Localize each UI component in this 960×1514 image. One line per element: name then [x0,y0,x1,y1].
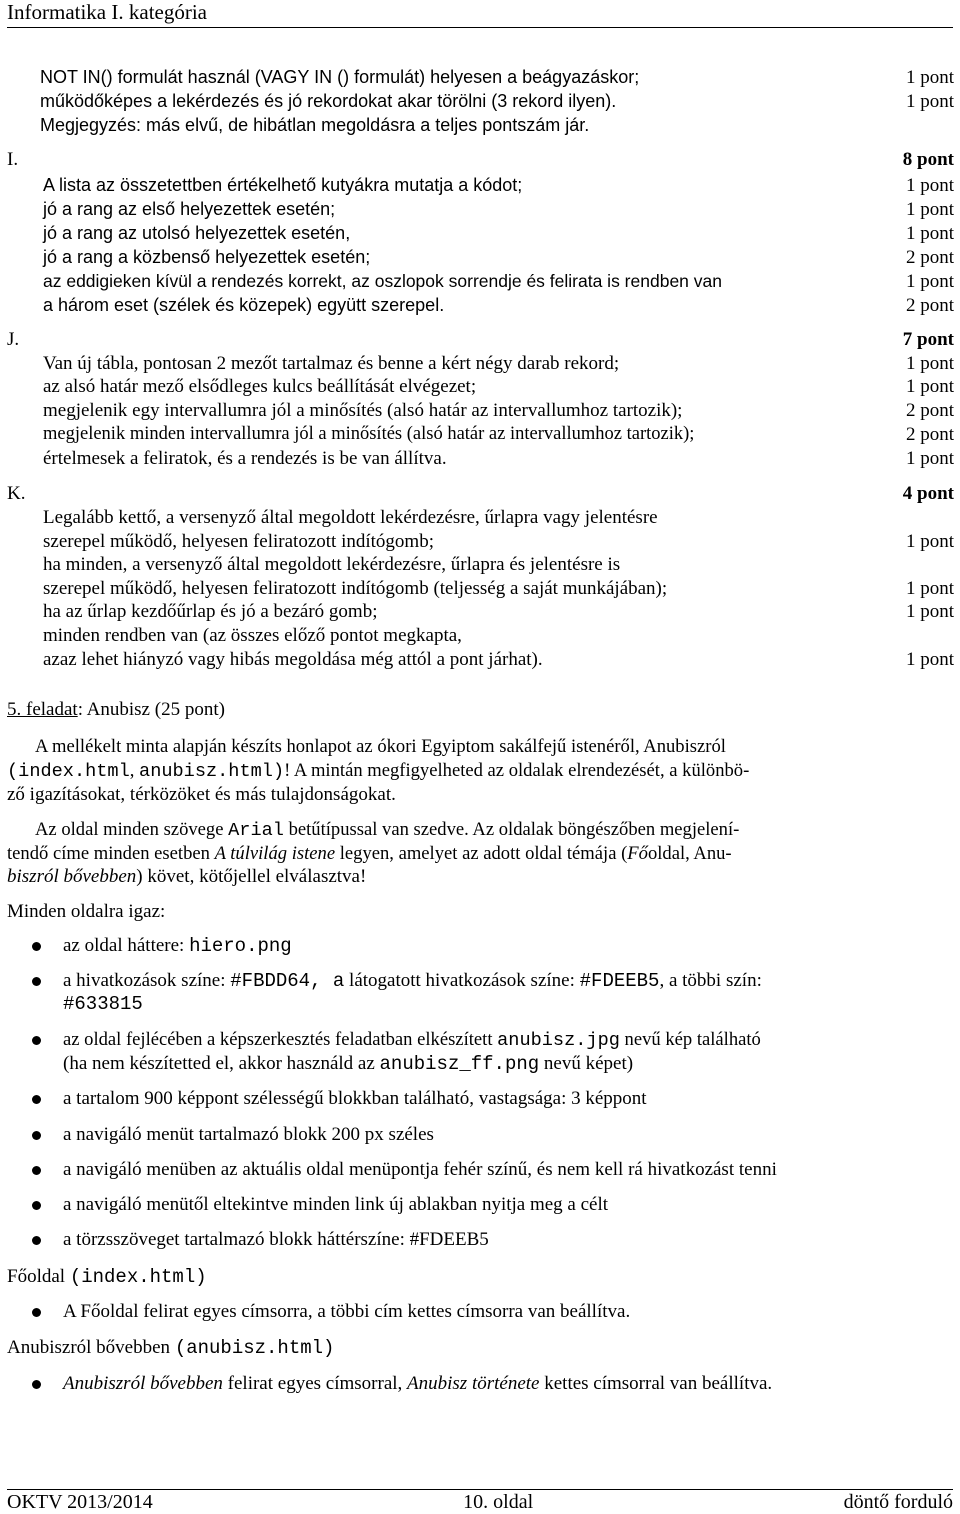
every-page-heading: Minden oldalra igaz: [7,901,166,922]
j-row-3-points: 2 pont [905,400,954,421]
k-row-2-points: 1 pont [905,531,954,552]
main-page-label: Főoldal [7,1266,70,1287]
h-row-2: működőképes a lekérdezés és jó rekordokat akar törölni (3 rekord ilyen). [40,91,617,111]
h-row-3: Megjegyzés: más elvű, de hibátlan megoldásra a teljes pontszám jár. [40,115,590,135]
p2-a1: Az oldal minden szövege [35,819,229,840]
k-row-5-points: 1 pont [905,601,954,622]
i-row-1-points: 1 pont [905,175,954,196]
bullet-dot [32,1308,41,1317]
j-row-5-points: 1 pont [905,448,954,469]
bullet-body-bg: a törzsszöveget tartalmazó blokk háttérszíne: #FDEEB5 [63,1229,489,1250]
bullet-background [63,934,292,958]
i-row-5: az eddigieken kívül a rendezés korrekt, az oszlopok sorrendje és felirata is rendben van [43,271,722,291]
p1-rest: ! A mintán megfigyelheted az oldalak elrendezését, a különbö- [284,760,750,781]
more-b: kettes címsorral van beállítva. [539,1373,773,1394]
code-arial: Arial [228,820,284,841]
code-anubisz: anubisz.html) [139,761,285,782]
p2-b3: oldal, Anu- [647,843,732,864]
code-other-color: #633815 [63,993,143,1015]
k-row-7: azaz lehet hiányzó vagy hibás megoldása még attól a pont járhat). [43,649,543,670]
task5-p2-line1 [35,818,739,842]
k-row-5: ha az űrlap kezdőűrlap és jó a bezáró gomb; [43,601,378,622]
main-page-heading [7,1265,207,1289]
j-row-5: értelmesek a feliratok, és a rendezés is be van állítva. [43,448,447,469]
more-it2: Anubisz története [407,1373,540,1394]
i-row-4: jó a rang a közbenső helyezettek esetén; [43,247,371,267]
i-row-4-points: 2 pont [905,247,954,268]
code-index: (index.html [7,761,130,782]
footer-center: 10. oldal [463,1491,534,1513]
bullet-dot [32,1095,41,1104]
b3-c: (ha nem készítetted el, akkor használd az [63,1053,380,1074]
task5-title: : Anubisz (25 pont) [77,699,225,720]
bullet-dot [32,977,41,986]
task5-p2-line2 [7,842,732,865]
k-row-4: szerepel működő, helyesen feliratozott indítógomb (teljesség a saját munkájában); [43,578,668,599]
page-header [7,0,953,28]
p2-c-italic: biszról bővebben [7,866,137,887]
comma: , [129,760,140,781]
bullet-content-width: a tartalom 900 képpont szélességű blokkban található, vastagsága: 3 képpont [63,1088,647,1109]
p2-a2: betűtípussal van szedve. Az oldalak böngészőben megjelení- [283,819,740,840]
k-row-6: minden rendben van (az összes előző pontot megkapta, [43,625,462,646]
p2-b2: legyen, amelyet az adott oldal témája ( [335,843,628,864]
bullet-nav-current: a navigáló menüben az aktuális oldal menüpontja fehér színű, és nem kell rá hivatkozást tenni [63,1159,777,1180]
page-footer [7,1489,953,1513]
h-row-1: NOT IN() formulát használ (VAGY IN () formulát) helyesen a beágyazáskor; [40,67,640,87]
b3-rest: nevű kép található [619,1029,761,1050]
bullet-dot [32,1131,41,1140]
bullet-dot [32,1166,41,1175]
j-section-total: 7 pont [902,329,954,350]
task5-label: 5. feladat [7,699,78,720]
k-section-total: 4 pont [902,483,954,504]
footer-right: döntő forduló [843,1491,953,1513]
header-title: Informatika I. kategória [7,0,207,24]
k-row-3: ha minden, a versenyző által megoldott lekérdezésre, űrlapra és jelentésre is [43,554,621,575]
i-row-2-points: 1 pont [905,199,954,220]
b3-text: az oldal fejlécében a képszerkesztés feladatban elkészített [63,1029,498,1050]
k-row-4-points: 1 pont [905,578,954,599]
more-page-label: Anubiszról bővebben [7,1337,175,1358]
more-page-bullet [63,1372,772,1395]
bullet-dot [32,1201,41,1210]
j-row-2-points: 1 pont [905,376,954,397]
more-a: felirat egyes címsorral, [222,1373,408,1394]
k-section-label: K. [7,483,26,504]
p2-title-italic: A túlvilág istene [214,843,336,864]
code-index-html: (index.html) [69,1266,207,1288]
i-row-1: A lista az összetettben értékelhető kutyákra mutatja a kódot; [43,175,523,195]
task5-p1-line3: ző igazításokat, térközöket és más tulajdonságokat. [7,784,396,805]
bullet-link-colors [63,969,762,993]
code-hiero: hiero.png [189,935,292,957]
b2-other: , a többi szín: [659,970,762,991]
bullet-dot [32,1036,41,1045]
footer-left: OKTV 2013/2014 [7,1491,153,1513]
j-row-4: megjelenik minden intervallumra jól a minősítés (alsó határ az intervallumhoz tartozik); [43,424,695,444]
task5-p1-line2 [7,759,749,783]
k-row-2: szerepel működő, helyesen feliratozott indítógomb; [43,531,434,552]
task5-p1-line1: A mellékelt minta alapján készíts honlapot az ókori Egyiptom sakálfejű istenéről, Anubiszról [35,736,726,757]
more-it1: Anubiszról bővebben [63,1373,223,1394]
h-row-1-points: 1 pont [905,67,954,88]
p2-fo-italic: Fő [627,843,648,864]
bullet-new-window: a navigáló menütől eltekintve minden link új ablakban nyitja meg a célt [63,1194,609,1215]
code-anubisz-html: (anubisz.html) [174,1337,335,1359]
code-link-color: #FBDD64, a [230,970,345,992]
j-row-3: megjelenik egy intervallumra jól a minősítés (alsó határ az intervallumhoz tartozik); [43,400,683,421]
b3-d: nevű képet) [539,1053,634,1074]
more-page-heading [7,1336,334,1360]
b1-text: az oldal háttere: [63,935,190,956]
main-page-bullet: A Főoldal felirat egyes címsorra, a többi cím kettes címsorra van beállítva. [63,1301,631,1322]
b2-text: a hivatkozások színe: [63,970,231,991]
bullet-header-image-line2 [63,1052,633,1076]
j-row-4-points: 2 pont [905,424,954,445]
i-row-6: a három eset (szélek és közepek) együtt szerepel. [43,295,445,315]
task5-p2-line3 [7,865,366,888]
bullet-dot [32,1236,41,1245]
bullet-dot [32,1380,41,1389]
p2-c2: ) követ, kötőjellel elválasztva! [136,866,367,887]
p2-b1: tendő címe minden esetben [7,843,215,864]
i-row-6-points: 2 pont [905,295,954,316]
j-row-1-points: 1 pont [905,353,954,374]
j-row-1: Van új tábla, pontosan 2 mezőt tartalmaz és benne a kért négy darab rekord; [43,353,620,374]
bullet-nav-width: a navigáló menüt tartalmazó blokk 200 px széles [63,1124,434,1145]
b2-visited: látogatott hivatkozások színe: [344,970,580,991]
i-row-3-points: 1 pont [905,223,954,244]
i-row-3: jó a rang az utolsó helyezettek esetén, [43,223,351,243]
j-row-2: az alsó határ mező elsődleges kulcs beállítását elvégezet; [43,376,477,397]
code-anubisz-ff: anubisz_ff.png [379,1053,540,1075]
i-row-5-points: 1 pont [905,271,954,292]
k-row-7-points: 1 pont [905,649,954,670]
code-anubisz-jpg: anubisz.jpg [497,1030,620,1051]
task5-heading [7,698,225,721]
i-section-total: 8 pont [902,149,954,170]
bullet-dot [32,942,41,951]
k-row-1: Legalább kettő, a versenyző által megoldott lekérdezésre, űrlapra vagy jelentésre [43,507,658,528]
j-section-label: J. [7,329,20,350]
code-visited-color: #FDEEB5 [579,970,660,992]
i-row-2: jó a rang az első helyezettek esetén; [43,199,336,219]
bullet-header-image [63,1028,761,1052]
h-row-2-points: 1 pont [905,91,954,112]
i-section-label: I. [7,149,19,170]
